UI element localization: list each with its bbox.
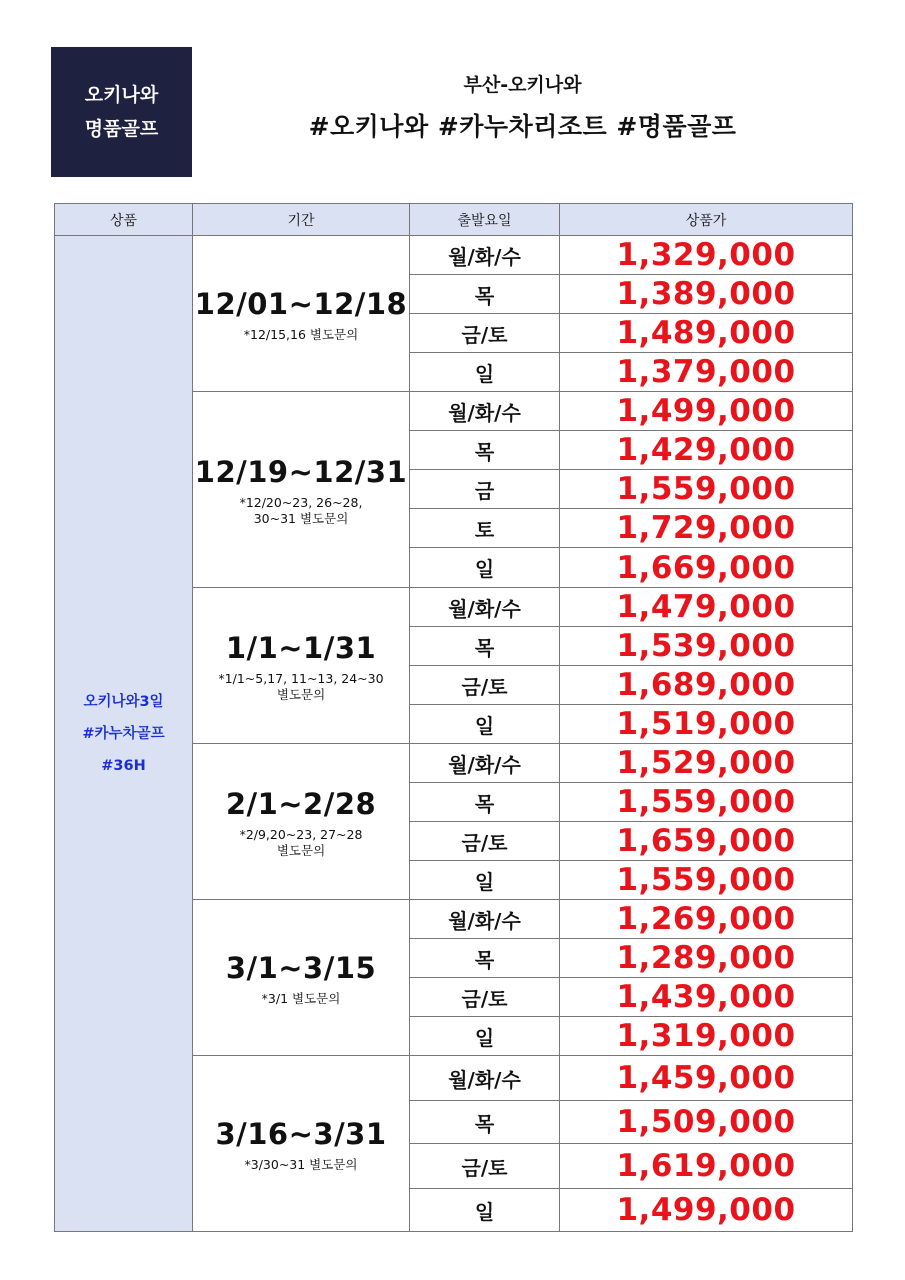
product-cell xyxy=(55,236,193,1232)
period-note xyxy=(193,495,409,527)
departure-day: 목 xyxy=(410,783,560,822)
departure-day: 목 xyxy=(410,275,560,314)
departure-day: 일 xyxy=(410,1189,560,1232)
price-value: 1,289,000 xyxy=(560,939,853,978)
price-value: 1,459,000 xyxy=(560,1056,853,1101)
departure-day: 금/토 xyxy=(410,1144,560,1189)
departure-day: 금/토 xyxy=(410,978,560,1017)
period-note-line: 30~31 별도문의 xyxy=(253,510,349,526)
price-value: 1,269,000 xyxy=(560,900,853,939)
period-note xyxy=(193,327,409,343)
price-value: 1,499,000 xyxy=(560,392,853,431)
page-header xyxy=(200,72,845,146)
period-cell xyxy=(193,744,410,900)
price-value: 1,429,000 xyxy=(560,431,853,470)
departure-day: 목 xyxy=(410,627,560,666)
price-value: 1,509,000 xyxy=(560,1101,853,1144)
header-departure-day: 출발요일 xyxy=(410,204,560,236)
price-value: 1,479,000 xyxy=(560,588,853,627)
price-value: 1,729,000 xyxy=(560,509,853,548)
period-range: 1/1~1/31 xyxy=(225,630,377,665)
departure-day: 금/토 xyxy=(410,822,560,861)
departure-day: 목 xyxy=(410,939,560,978)
header-price: 상품가 xyxy=(560,204,853,236)
period-note xyxy=(193,671,409,703)
price-value: 1,559,000 xyxy=(560,783,853,822)
departure-day: 일 xyxy=(410,548,560,588)
period-note-line: *12/20~23, 26~28, xyxy=(239,494,363,510)
price-value: 1,529,000 xyxy=(560,744,853,783)
period-note-line: *3/1 별도문의 xyxy=(261,990,341,1006)
route-subtitle: 부산-오키나와 xyxy=(463,74,582,96)
price-value: 1,499,000 xyxy=(560,1189,853,1232)
departure-day: 토 xyxy=(410,509,560,548)
header-period: 기간 xyxy=(193,204,410,236)
product-line: #카누차골프 xyxy=(82,725,165,742)
period-cell xyxy=(193,900,410,1056)
price-value: 1,669,000 xyxy=(560,548,853,588)
brand-badge xyxy=(51,47,192,177)
departure-day: 월/화/수 xyxy=(410,236,560,275)
departure-day: 목 xyxy=(410,1101,560,1144)
period-cell xyxy=(193,236,410,392)
departure-day: 일 xyxy=(410,353,560,392)
period-note-line: *12/15,16 별도문의 xyxy=(243,326,359,342)
period-cell xyxy=(193,1056,410,1232)
departure-day: 월/화/수 xyxy=(410,1056,560,1101)
price-value: 1,689,000 xyxy=(560,666,853,705)
period-cell xyxy=(193,392,410,588)
hashtag-title: #오키나와 #카누차리조트 #명품골프 xyxy=(308,112,737,141)
departure-day: 월/화/수 xyxy=(410,900,560,939)
product-line: 오키나와3일 xyxy=(83,693,164,710)
price-value: 1,559,000 xyxy=(560,470,853,509)
price-value: 1,379,000 xyxy=(560,353,853,392)
price-value: 1,389,000 xyxy=(560,275,853,314)
departure-day: 월/화/수 xyxy=(410,392,560,431)
badge-line-2: 명품골프 xyxy=(84,118,159,140)
period-range: 3/1~3/15 xyxy=(225,950,377,985)
period-note xyxy=(193,827,409,859)
product-line: #36H xyxy=(101,757,146,774)
departure-day: 일 xyxy=(410,705,560,744)
price-value: 1,619,000 xyxy=(560,1144,853,1189)
departure-day: 금/토 xyxy=(410,666,560,705)
period-range: 12/01~12/18 xyxy=(194,286,408,321)
period-note-line: *2/9,20~23, 27~28 xyxy=(239,826,363,842)
departure-day: 월/화/수 xyxy=(410,588,560,627)
price-value: 1,539,000 xyxy=(560,627,853,666)
price-value: 1,439,000 xyxy=(560,978,853,1017)
price-value: 1,659,000 xyxy=(560,822,853,861)
departure-day: 금 xyxy=(410,470,560,509)
period-note-line: 별도문의 xyxy=(276,842,326,858)
table-header-row xyxy=(55,204,853,236)
badge-line-1: 오키나와 xyxy=(84,84,159,106)
price-value: 1,559,000 xyxy=(560,861,853,900)
period-cell xyxy=(193,588,410,744)
period-note-line: 별도문의 xyxy=(276,686,326,702)
table-row xyxy=(55,236,853,275)
departure-day: 월/화/수 xyxy=(410,744,560,783)
departure-day: 목 xyxy=(410,431,560,470)
header-product: 상품 xyxy=(55,204,193,236)
price-value: 1,329,000 xyxy=(560,236,853,275)
period-note-line: *1/1~5,17, 11~13, 24~30 xyxy=(218,670,384,686)
departure-day: 일 xyxy=(410,1017,560,1056)
period-note xyxy=(193,991,409,1007)
price-value: 1,319,000 xyxy=(560,1017,853,1056)
period-note xyxy=(193,1157,409,1173)
departure-day: 금/토 xyxy=(410,314,560,353)
period-range: 3/16~3/31 xyxy=(215,1116,387,1151)
departure-day: 일 xyxy=(410,861,560,900)
period-range: 12/19~12/31 xyxy=(194,454,408,489)
price-table xyxy=(54,203,853,1232)
price-value: 1,519,000 xyxy=(560,705,853,744)
period-note-line: *3/30~31 별도문의 xyxy=(244,1156,358,1172)
price-value: 1,489,000 xyxy=(560,314,853,353)
period-range: 2/1~2/28 xyxy=(225,786,377,821)
